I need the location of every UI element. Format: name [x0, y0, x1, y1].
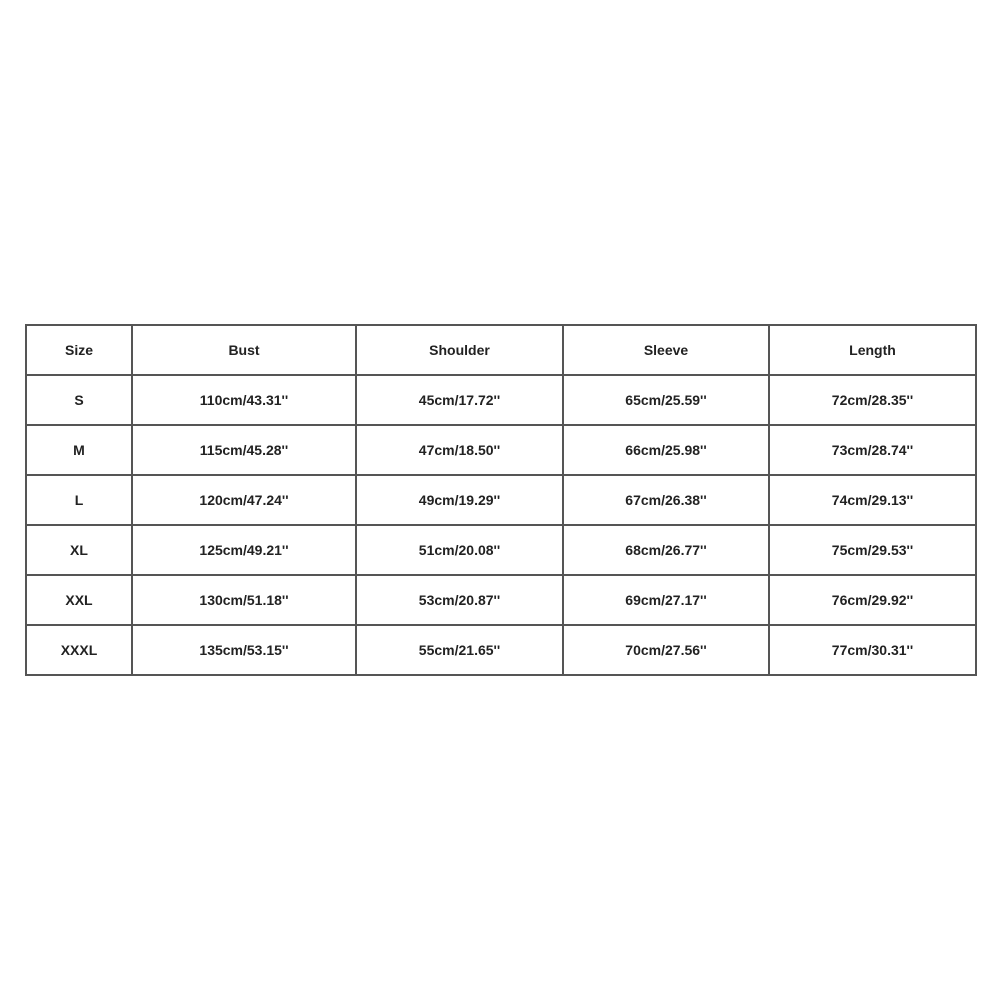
table-row: [26, 525, 976, 575]
shoulder-cell: 45cm/17.72'': [356, 375, 563, 425]
header-shoulder: Shoulder: [356, 325, 563, 375]
shoulder-cell: 47cm/18.50'': [356, 425, 563, 475]
shoulder-cell: 53cm/20.87'': [356, 575, 563, 625]
length-cell: 76cm/29.92'': [769, 575, 976, 625]
sleeve-cell: 70cm/27.56'': [563, 625, 769, 675]
sleeve-cell: 69cm/27.17'': [563, 575, 769, 625]
header-bust: Bust: [132, 325, 356, 375]
table-row: [26, 475, 976, 525]
size-cell: M: [26, 425, 132, 475]
header-sleeve: Sleeve: [563, 325, 769, 375]
sleeve-cell: 68cm/26.77'': [563, 525, 769, 575]
size-cell: XL: [26, 525, 132, 575]
bust-cell: 120cm/47.24'': [132, 475, 356, 525]
shoulder-cell: 55cm/21.65'': [356, 625, 563, 675]
length-cell: 75cm/29.53'': [769, 525, 976, 575]
bust-cell: 115cm/45.28'': [132, 425, 356, 475]
sleeve-cell: 65cm/25.59'': [563, 375, 769, 425]
header-length: Length: [769, 325, 976, 375]
bust-cell: 125cm/49.21'': [132, 525, 356, 575]
sleeve-cell: 66cm/25.98'': [563, 425, 769, 475]
size-cell: XXXL: [26, 625, 132, 675]
size-cell: S: [26, 375, 132, 425]
bust-cell: 130cm/51.18'': [132, 575, 356, 625]
header-size: Size: [26, 325, 132, 375]
table-row: [26, 625, 976, 675]
size-cell: L: [26, 475, 132, 525]
bust-cell: 110cm/43.31'': [132, 375, 356, 425]
shoulder-cell: 49cm/19.29'': [356, 475, 563, 525]
bust-cell: 135cm/53.15'': [132, 625, 356, 675]
sleeve-cell: 67cm/26.38'': [563, 475, 769, 525]
table-row: [26, 575, 976, 625]
size-chart-table: [25, 324, 977, 676]
shoulder-cell: 51cm/20.08'': [356, 525, 563, 575]
size-cell: XXL: [26, 575, 132, 625]
length-cell: 73cm/28.74'': [769, 425, 976, 475]
length-cell: 72cm/28.35'': [769, 375, 976, 425]
table-header-row: [26, 325, 976, 375]
table-row: [26, 425, 976, 475]
table-row: [26, 375, 976, 425]
length-cell: 74cm/29.13'': [769, 475, 976, 525]
length-cell: 77cm/30.31'': [769, 625, 976, 675]
